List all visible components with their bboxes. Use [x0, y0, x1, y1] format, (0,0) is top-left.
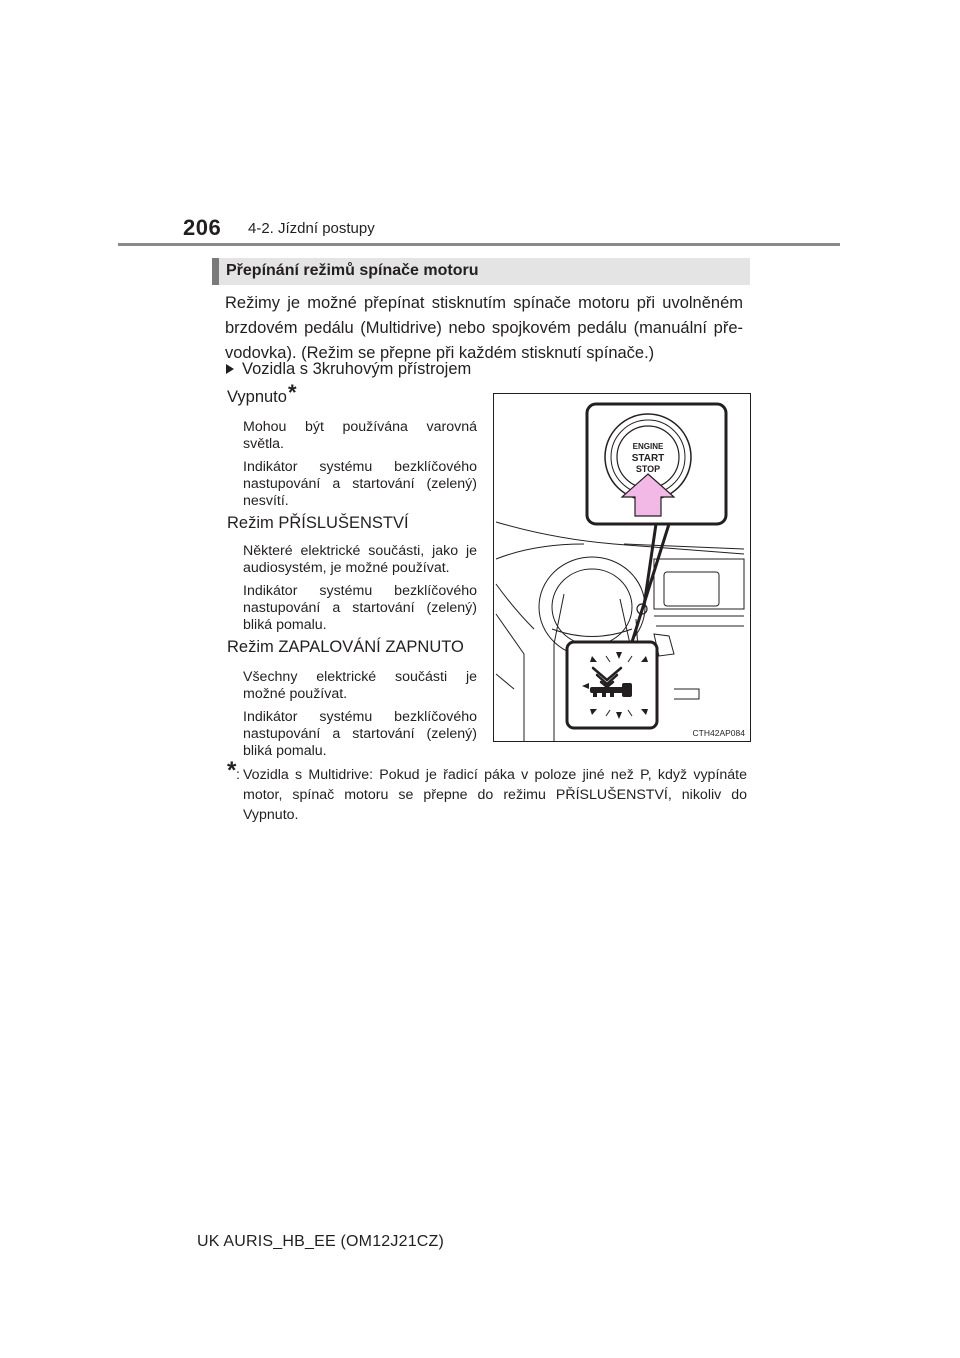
mode-desc: Indikátor systému bezklíčového nastupování a startování (zelený) bliká pomalu. [243, 709, 477, 759]
variant-line [226, 360, 471, 379]
mode-title-text: Vypnuto [227, 388, 287, 406]
dashboard-drawing [494, 394, 750, 741]
engine-switch-illustration [493, 393, 751, 742]
mode-desc: Indikátor systému bezklíčového nastupování a startování (zelený) nesvítí. [243, 459, 477, 509]
mode-title-accessory: Režim PŘÍSLUŠENSTVÍ [227, 514, 409, 532]
footnote [227, 757, 747, 825]
footnote-mark: * [287, 379, 297, 405]
start-label: START [631, 453, 665, 464]
mode-title-ignition-on: Režim ZAPALOVÁNÍ ZAPNUTO [227, 638, 464, 656]
page-number: 206 [183, 215, 222, 240]
mode-title-off [227, 379, 297, 407]
figure-code: CTH42AP084 [692, 728, 745, 738]
intro-line: Režimy je možné přepínat stisknutím spínače motoru při uvolněném [225, 294, 743, 312]
heading-text: Přepínání režimů spínače motoru [226, 262, 479, 279]
mode-desc: Mohou být používána varovná světla. [243, 419, 477, 452]
footer-model-code: UK AURIS_HB_EE (OM12J21CZ) [197, 1233, 445, 1250]
footnote-text: Vozidla s Multidrive: Pokud je řadicí páka v poloze jiné než P, když vypínáte motor, spínač motoru se přepne do režimu PŘÍSLUŠENSTVÍ, nikoliv do Vypnuto. [243, 767, 747, 823]
heading-marker [212, 258, 219, 285]
triangle-bullet-icon [226, 364, 234, 374]
header-rule [118, 243, 840, 246]
section-heading [212, 258, 750, 285]
footnote-star: * [227, 757, 237, 784]
intro-paragraph [225, 291, 743, 366]
footnote-colon: : [236, 767, 240, 783]
mode-desc: Indikátor systému bezklíčového nastupování a startování (zelený) bliká pomalu. [243, 583, 477, 633]
engine-label: ENGINE [632, 442, 664, 451]
intro-line: vodovka). (Režim se přepne při každém stisknutí spínače.) [225, 344, 655, 362]
section-title: 4-2. Jízdní postupy [248, 220, 375, 237]
variant-text: Vozidla s 3kruhovým přístrojem [242, 360, 472, 378]
mode-desc: Všechny elektrické součásti je možné používat. [243, 669, 477, 702]
mode-desc: Některé elektrické součásti, jako je audiosystém, je možné používat. [243, 543, 477, 576]
intro-line: brzdovém pedálu (Multidrive) nebo spojkovém pedálu (manuální pře- [225, 319, 743, 337]
stop-label: STOP [635, 464, 661, 474]
